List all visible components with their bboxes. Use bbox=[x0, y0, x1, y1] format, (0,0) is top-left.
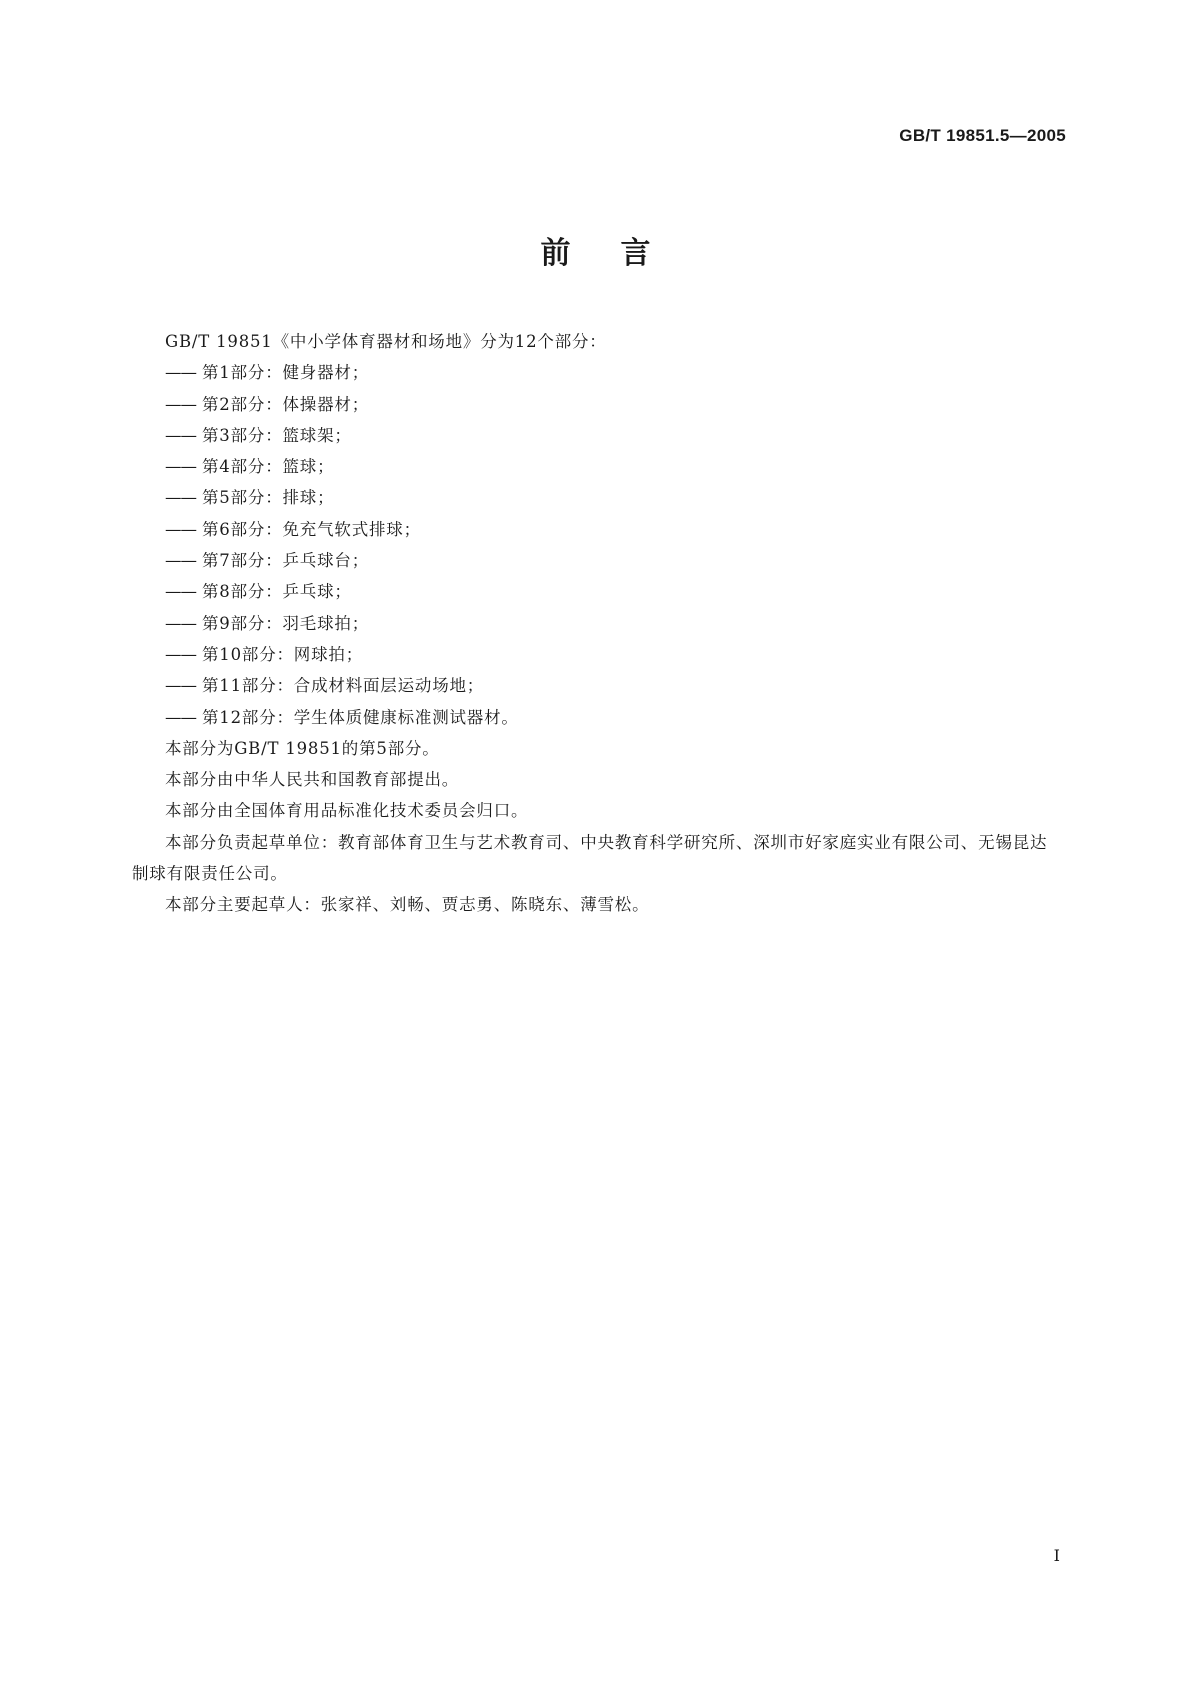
list-item bbox=[132, 576, 1060, 607]
list-item bbox=[132, 357, 1060, 388]
list-item-text: 第3部分：篮球架； bbox=[202, 425, 352, 445]
page-title: 前言 bbox=[540, 236, 701, 271]
list-item-text: 第11部分：合成材料面层运动场地； bbox=[202, 676, 485, 696]
list-item bbox=[132, 702, 1060, 733]
dash-marker: —— bbox=[165, 363, 196, 383]
part-statement: 本部分为GB/T 19851的第5部分。 bbox=[165, 738, 440, 758]
list-item-text: 第12部分：学生体质健康标准测试器材。 bbox=[202, 707, 519, 727]
dash-marker: —— bbox=[165, 488, 196, 508]
committee-statement: 本部分由全国体育用品标准化技术委员会归口。 bbox=[165, 801, 529, 821]
foreword-body bbox=[132, 326, 1060, 921]
list-item-text: 第5部分：排球； bbox=[202, 488, 335, 508]
list-item bbox=[132, 420, 1060, 451]
proposer-statement: 本部分由中华人民共和国教育部提出。 bbox=[165, 770, 460, 790]
parts-list bbox=[132, 357, 1060, 733]
drafting-units: 本部分负责起草单位：教育部体育卫生与艺术教育司、中央教育科学研究所、深圳市好家庭实业有限公司、无锡昆达制球有限责任公司。 bbox=[132, 832, 1048, 884]
list-item bbox=[132, 514, 1060, 545]
intro-paragraph: GB/T 19851《中小学体育器材和场地》分为12个部分： bbox=[165, 332, 607, 351]
dash-marker: —— bbox=[165, 707, 196, 727]
list-item bbox=[132, 451, 1060, 482]
list-item-text: 第8部分：乒乓球； bbox=[202, 582, 352, 602]
standard-code: GB/T 19851.5—2005 bbox=[899, 126, 1066, 145]
dash-marker: —— bbox=[165, 394, 196, 414]
list-item-text: 第4部分：篮球； bbox=[202, 457, 335, 477]
list-item-text: 第2部分：体操器材； bbox=[202, 394, 369, 414]
list-item bbox=[132, 389, 1060, 420]
list-item bbox=[132, 608, 1060, 639]
dash-marker: —— bbox=[165, 676, 196, 696]
list-item bbox=[132, 670, 1060, 701]
dash-marker: —— bbox=[165, 457, 196, 477]
list-item bbox=[132, 482, 1060, 513]
list-item-text: 第7部分：乒乓球台； bbox=[202, 551, 369, 571]
list-item bbox=[132, 639, 1060, 670]
dash-marker: —— bbox=[165, 582, 196, 602]
dash-marker: —— bbox=[165, 613, 196, 633]
drafters: 本部分主要起草人：张家祥、刘畅、贾志勇、陈晓东、薄雪松。 bbox=[165, 895, 650, 915]
dash-marker: —— bbox=[165, 644, 196, 664]
list-item bbox=[132, 545, 1060, 576]
page-number: I bbox=[1053, 1546, 1060, 1565]
dash-marker: —— bbox=[165, 551, 196, 571]
list-item-text: 第1部分：健身器材； bbox=[202, 363, 369, 383]
dash-marker: —— bbox=[165, 425, 196, 445]
list-item-text: 第9部分：羽毛球拍； bbox=[202, 613, 369, 633]
list-item-text: 第6部分：免充气软式排球； bbox=[202, 519, 421, 539]
dash-marker: —— bbox=[165, 519, 196, 539]
list-item-text: 第10部分：网球拍； bbox=[202, 644, 363, 664]
